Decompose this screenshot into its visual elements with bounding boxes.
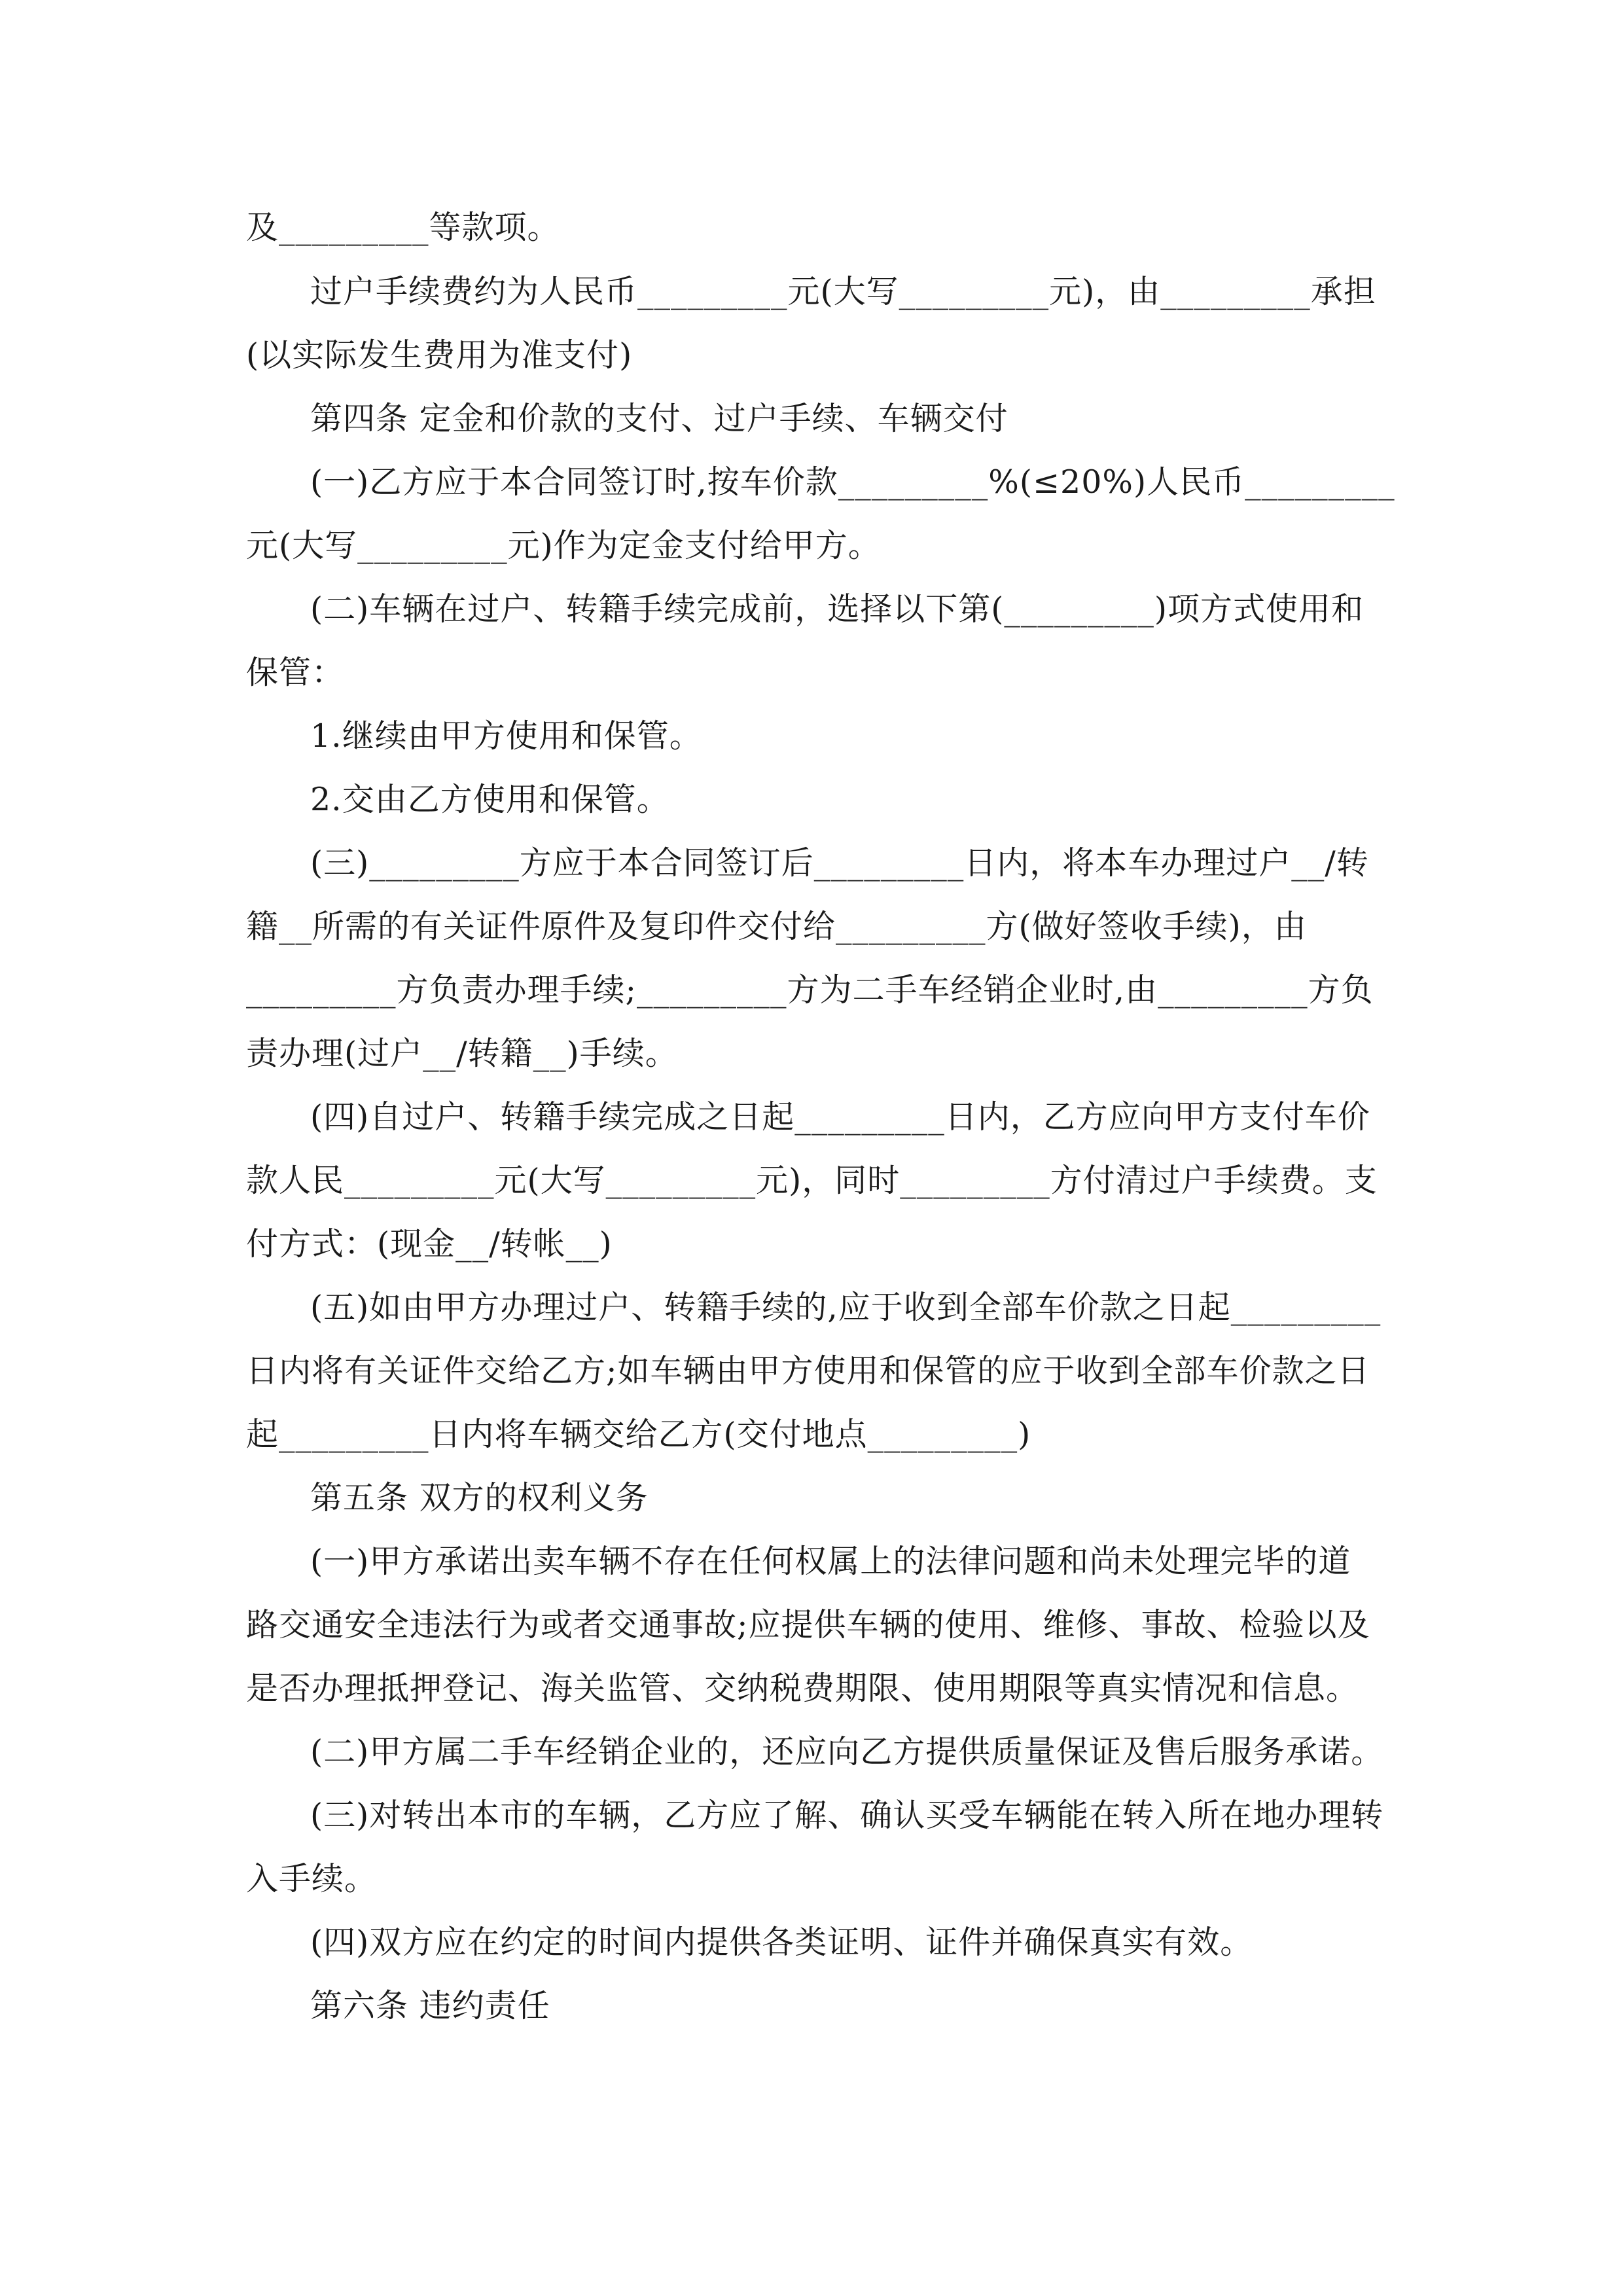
article-heading: 第四条 定金和价款的支付、过户手续、车辆交付 [310,400,1008,437]
text-line: (三)_________方应于本合同签订后_________日内，将本车办理过户__/转 [310,844,1369,882]
text-line: 入手续。 [246,1860,378,1897]
text-line: (四)自过户、转籍手续完成之日起_________日内，乙方应向甲方支付车价 [310,1098,1370,1136]
text-line: 元(大写_________元)作为定金支付给甲方。 [246,527,881,564]
text-line: 保管： [246,654,345,691]
text-line: (二)车辆在过户、转籍手续完成前，选择以下第(_________)项方式使用和 [310,590,1364,628]
text-line: 款人民_________元(大写_________元)，同时_________方付清过户手续费。支 [246,1162,1378,1199]
article-heading: 第六条 违约责任 [310,1987,550,2024]
text-line: (四)双方应在约定的时间内提供各类证明、证件并确保真实有效。 [310,1924,1253,1961]
text-line: (三)对转出本市的车辆，乙方应了解、确认买受车辆能在转入所在地办理转 [310,1797,1384,1834]
text-line: 是否办理抵押登记、海关监管、交纳税费期限、使用期限等真实情况和信息。 [246,1670,1359,1707]
text-line: _________方负责办理手续;_________方为二手车经销企业时,由_________方负 [246,971,1374,1009]
text-line: 2.交由乙方使用和保管。 [310,781,669,818]
text-line: (以实际发生费用为准支付) [246,336,633,374]
text-line: 付方式：(现金__/转帐__) [246,1225,613,1263]
text-line: 籍__所需的有关证件原件及复印件交付给_________方(做好签收手续)，由 [246,908,1307,945]
text-line: (一)乙方应于本合同签订时,按车价款_________%(≤20%)人民币_________ [310,463,1395,501]
text-line: (五)如由甲方办理过户、转籍手续的,应于收到全部车价款之日起_________ [310,1289,1382,1326]
text-line: 路交通安全违法行为或者交通事故;应提供车辆的使用、维修、事故、检验以及 [246,1606,1370,1643]
text-line: 1.继续由甲方使用和保管。 [310,717,702,755]
text-line: 过户手续费约为人民币_________元(大写_________元)，由_________承担 [310,273,1376,310]
text-line: 及_________等款项。 [246,209,560,246]
text-line: 起_________日内将车辆交给乙方(交付地点_________) [246,1416,1031,1453]
text-line: 责办理(过户__/转籍__)手续。 [246,1035,678,1072]
text-line: 日内将有关证件交给乙方;如车辆由甲方使用和保管的应于收到全部车价款之日 [246,1352,1370,1390]
text-line: (一)甲方承诺出卖车辆不存在任何权属上的法律问题和尚未处理完毕的道 [310,1543,1351,1580]
article-heading: 第五条 双方的权利义务 [310,1479,649,1516]
text-line: (二)甲方属二手车经销企业的，还应向乙方提供质量保证及售后服务承诺。 [310,1733,1384,1770]
